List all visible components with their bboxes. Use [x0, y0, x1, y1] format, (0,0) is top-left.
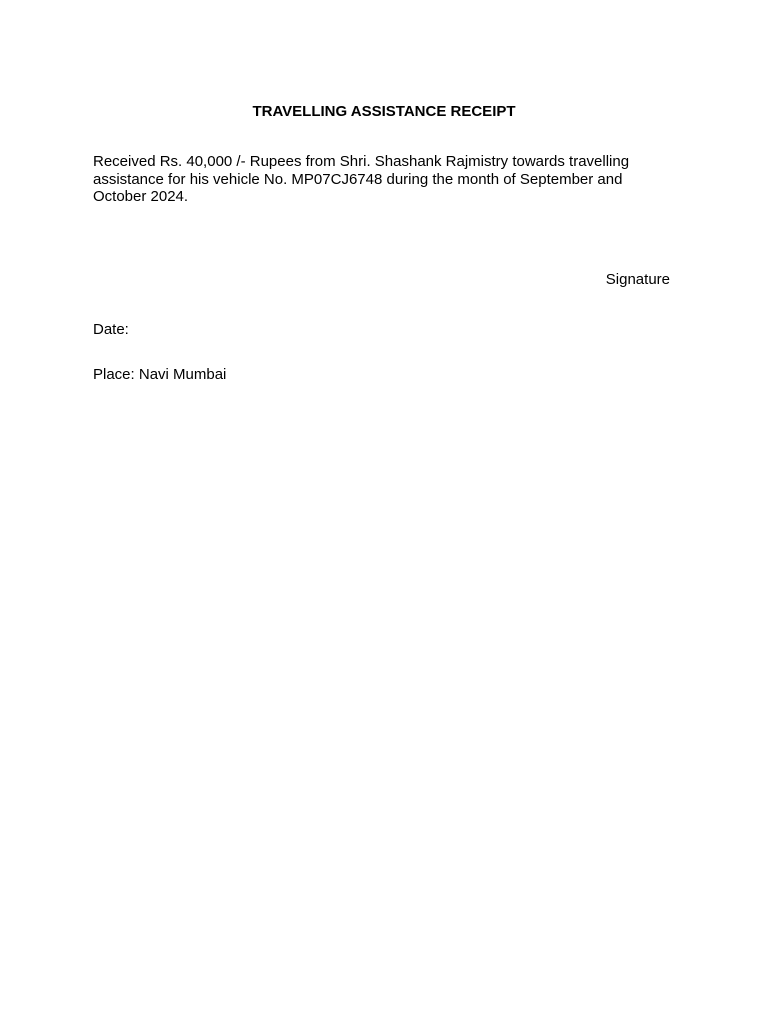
place-text: Place: Navi Mumbai	[93, 366, 227, 383]
receipt-body-line: Received Rs. 40,000 /- Rupees from Shri. Shashank Rajmistry towards travelling	[93, 153, 630, 170]
receipt-body	[93, 153, 683, 206]
date-label: Date:	[93, 321, 129, 338]
receipt-body-line: October 2024.	[93, 188, 189, 205]
receipt-body-line: assistance for his vehicle No. MP07CJ6748 during the month of September and	[93, 170, 623, 188]
signature-label: Signature	[605, 271, 670, 288]
receipt-title: TRAVELLING ASSISTANCE RECEIPT	[252, 103, 516, 120]
